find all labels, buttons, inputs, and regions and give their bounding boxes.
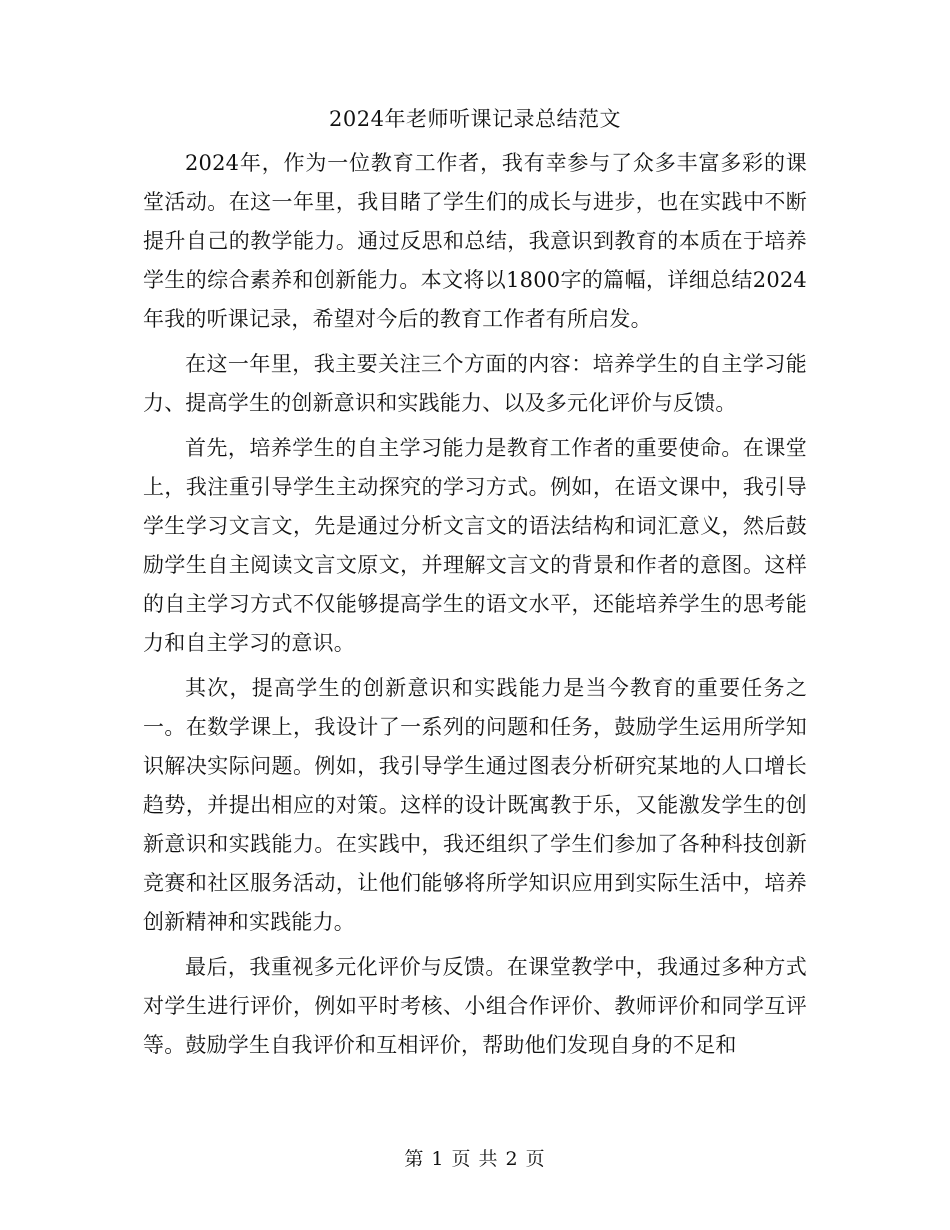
paragraph-evaluation: 最后，我重视多元化评价与反馈。在课堂教学中，我通过多种方式对学生进行评价，例如平时考核、小组合作评价、教师评价和同学互评等。鼓励学生自我评价和互相评价，帮助他们发现自身的不足和 [143,955,807,1057]
paragraph-self-learning: 首先，培养学生的自主学习能力是教育工作者的重要使命。在课堂上，我注重引导学生主动探究的学习方式。例如，在语文课中，我引导学生学习文言文，先是通过分析文言文的语法结构和词汇意义，然后鼓励学生自主阅读文言文原文，并理解文言文的背景和作者的意图。这样的自主学习方式不仅能够提高学生的语文水平，还能培养学生的思考能力和自主学习的意识。 [143,436,807,655]
paragraph-innovation: 其次，提高学生的创新意识和实践能力是当今教育的重要任务之一。在数学课上，我设计了一系列的问题和任务，鼓励学生运用所学知识解决实际问题。例如，我引导学生通过图表分析研究某地的人口增长趋势，并提出相应的对策。这样的设计既寓教于乐，又能激发学生的创新意识和实践能力。在实践中，我还组织了学生们参加了各种科技创新竞赛和社区服务活动，让他们能够将所学知识应用到实际生活中，培养创新精神和实践能力。 [143,676,807,934]
document-title: 2024年老师听课记录总结范文 [329,107,621,131]
page-footer [0,1146,950,1172]
paragraph-intro: 2024年，作为一位教育工作者，我有幸参与了众多丰富多彩的课堂活动。在这一年里，我目睹了学生们的成长与进步，也在实践中不断提升自己的教学能力。通过反思和总结，我意识到教育的本质在于培养学生的综合素养和创新能力。本文将以1800字的篇幅，详细总结2024年我的听课记录，希望对今后的教育工作者有所启发。 [143,151,807,331]
document-body [143,144,807,1071]
page-number-text: 第 1 页 共 2 页 [404,1148,546,1170]
paragraph-focus-areas: 在这一年里，我主要关注三个方面的内容：培养学生的自主学习能力、提高学生的创新意识和实践能力、以及多元化评价与反馈。 [143,352,807,415]
